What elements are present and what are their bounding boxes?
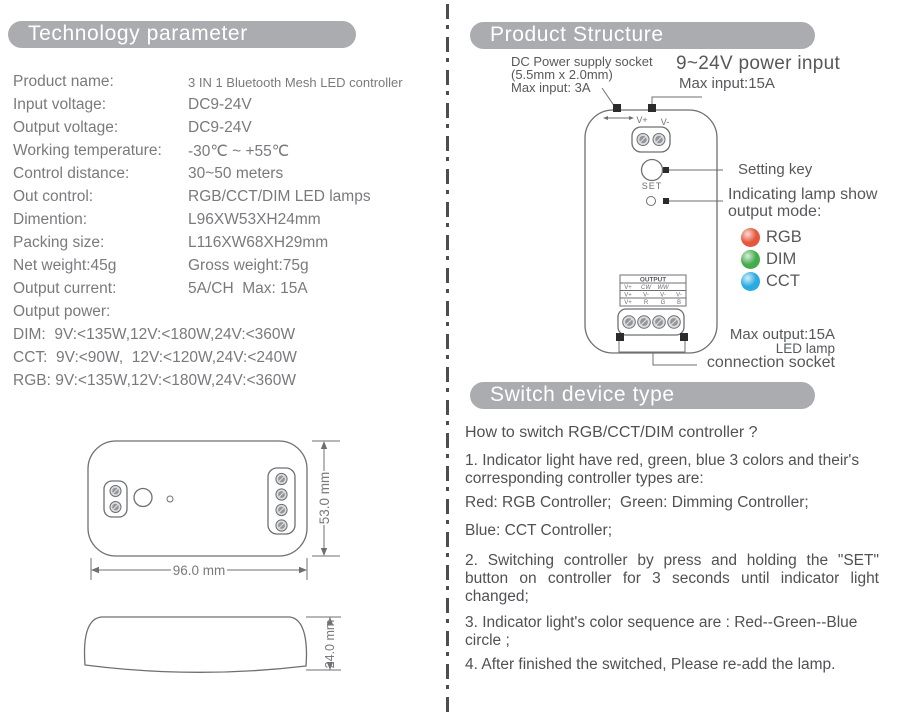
spec-label: Packing size: (13, 234, 105, 251)
dc-socket-line1: DC Power supply socket (511, 54, 653, 69)
side-view-dimension-drawing (60, 600, 360, 715)
spec-row (13, 119, 443, 142)
v-minus-label: V- (660, 117, 670, 127)
power-input-leader-line (652, 97, 702, 110)
spec-value: 3 IN 1 Bluetooth Mesh LED controller (188, 75, 403, 90)
spec-value: DC9-24V (188, 96, 252, 113)
spec-row (13, 234, 443, 257)
switch-step1-red-green: Red: RGB Controller; Green: Dimming Controller; (465, 494, 809, 511)
spec-label: Output power: (13, 303, 111, 320)
section-title-product-structure: Product Structure (470, 22, 815, 49)
indicator-led-top-view (167, 496, 173, 502)
switch-question: How to switch RGB/CCT/DIM controller ? (465, 424, 758, 441)
table-cell: R (643, 300, 649, 306)
spec-label: Net weight:45g (13, 257, 117, 274)
spec-value: DC9-24V (188, 119, 252, 136)
switch-step1: 1. Indicator light have red, green, blue 3 colors and their's corresponding controller types are: (465, 452, 860, 487)
spec-label: Control distance: (13, 165, 130, 182)
column-divider (446, 4, 449, 718)
spec-label: Out control: (13, 188, 94, 205)
max-output-line2: LED lamp (775, 341, 835, 356)
switch-step4: 4. After finished the switched, Please re-add the lamp. (465, 656, 836, 673)
switch-step3: 3. Indicator light's color sequence are : Red--Green--Blue circle ; (465, 614, 858, 649)
dc-socket-line3: Max input: 3A (511, 79, 591, 95)
spec-label: Input voltage: (13, 96, 107, 113)
table-cell: V- (660, 292, 666, 299)
table-cell: G (660, 300, 666, 306)
spec-label: Working temperature: (13, 142, 162, 159)
output-power-dim: DIM: 9V:<135W,12V:<180W,24V:<360W (13, 326, 296, 343)
spec-row (13, 142, 443, 165)
indicator-annotation (728, 186, 877, 220)
table-cell: V- (676, 292, 682, 299)
spec-row (13, 257, 443, 280)
spec-label: Product name: (13, 73, 114, 90)
spec-row (13, 165, 443, 188)
indicator-lamp (647, 197, 656, 206)
table-cell: WW (657, 285, 669, 291)
max-output-annotation (655, 327, 835, 370)
spec-value: 30~50 meters (188, 165, 284, 182)
spec-value: RGB/CCT/DIM LED lamps (188, 188, 371, 205)
dc-socket-line2: (5.5mm x 2.0mm) (511, 66, 613, 82)
cct-mode-dot (741, 272, 760, 291)
section-title-technology-parameter: Technology parameter (8, 21, 356, 48)
set-button-label: SET (641, 181, 663, 191)
max-output-line1: Max output:15A (729, 326, 835, 343)
depth-dimension-label: 24.0 mm (323, 619, 337, 669)
spec-row (13, 303, 443, 326)
table-cell: V- (643, 292, 649, 299)
v-plus-label: V+ (636, 115, 648, 125)
spec-value: 5A/CH Max: 15A (188, 280, 308, 297)
indicator-annotation-line2: output mode: (728, 203, 822, 220)
spec-label: Dimention: (13, 211, 88, 228)
table-cell: V+ (624, 285, 632, 291)
spec-row (13, 188, 443, 211)
section-title-switch-device-type: Switch device type (470, 382, 815, 409)
spec-value: L116XW68XH29mm (188, 234, 329, 251)
device-outline-top-view (88, 441, 307, 556)
power-input-max: Max input:15A (679, 75, 775, 92)
spec-row (13, 96, 443, 119)
device-outline-side-view (85, 617, 307, 672)
power-input-annotation: 9~24V power input (676, 53, 841, 74)
table-cell: B (676, 300, 682, 306)
width-dimension-label: 96.0 mm (172, 563, 226, 578)
output-pinout-table (620, 275, 686, 306)
output-power-cct: CCT: 9V:<90W, 12V:<120W,24V:<240W (13, 349, 297, 366)
height-dimension-label: 53.0 mm (317, 471, 332, 525)
rgb-mode-label: RGB (766, 228, 802, 246)
set-button-top-view (134, 489, 152, 507)
spec-value: L96XW53XH24mm (188, 211, 321, 228)
spec-row (13, 211, 443, 234)
rgb-mode-dot (741, 228, 760, 247)
spec-row (13, 280, 443, 303)
output-table-header: OUTPUT (639, 276, 667, 284)
dim-mode-label: DIM (766, 250, 797, 268)
power-terminal-pin (648, 104, 656, 112)
dc-socket-pin (613, 104, 621, 112)
spec-value: Gross weight:75g (188, 257, 309, 274)
indicator-annotation-line1: Indicating lamp show (728, 186, 878, 203)
table-cell: V+ (624, 292, 632, 299)
switch-step1-blue: Blue: CCT Controller; (465, 522, 613, 539)
switch-step2: 2. Switching controller by press and holding the "SET" button on controller for 3 seconds until indicator light changed; (465, 552, 879, 605)
cct-mode-label: CCT (766, 272, 800, 290)
max-output-line3: connection socket (706, 354, 835, 371)
spec-row (13, 73, 443, 96)
socket-pin-left (616, 333, 624, 341)
spec-value: -30℃ ~ +55℃ (188, 143, 290, 160)
table-cell: CW (641, 285, 651, 291)
table-cell: V+ (624, 300, 632, 306)
dim-mode-dot (741, 250, 760, 269)
setting-key-annotation: Setting key (738, 161, 813, 178)
top-view-dimension-drawing (60, 425, 360, 600)
spec-label: Output voltage: (13, 119, 119, 136)
spec-label: Output current: (13, 280, 117, 297)
device-outline (585, 110, 717, 353)
set-button (642, 160, 663, 181)
spec-list (13, 73, 443, 395)
output-power-rgb: RGB: 9V:<135W,12V:<180W,24V:<360W (13, 372, 297, 389)
